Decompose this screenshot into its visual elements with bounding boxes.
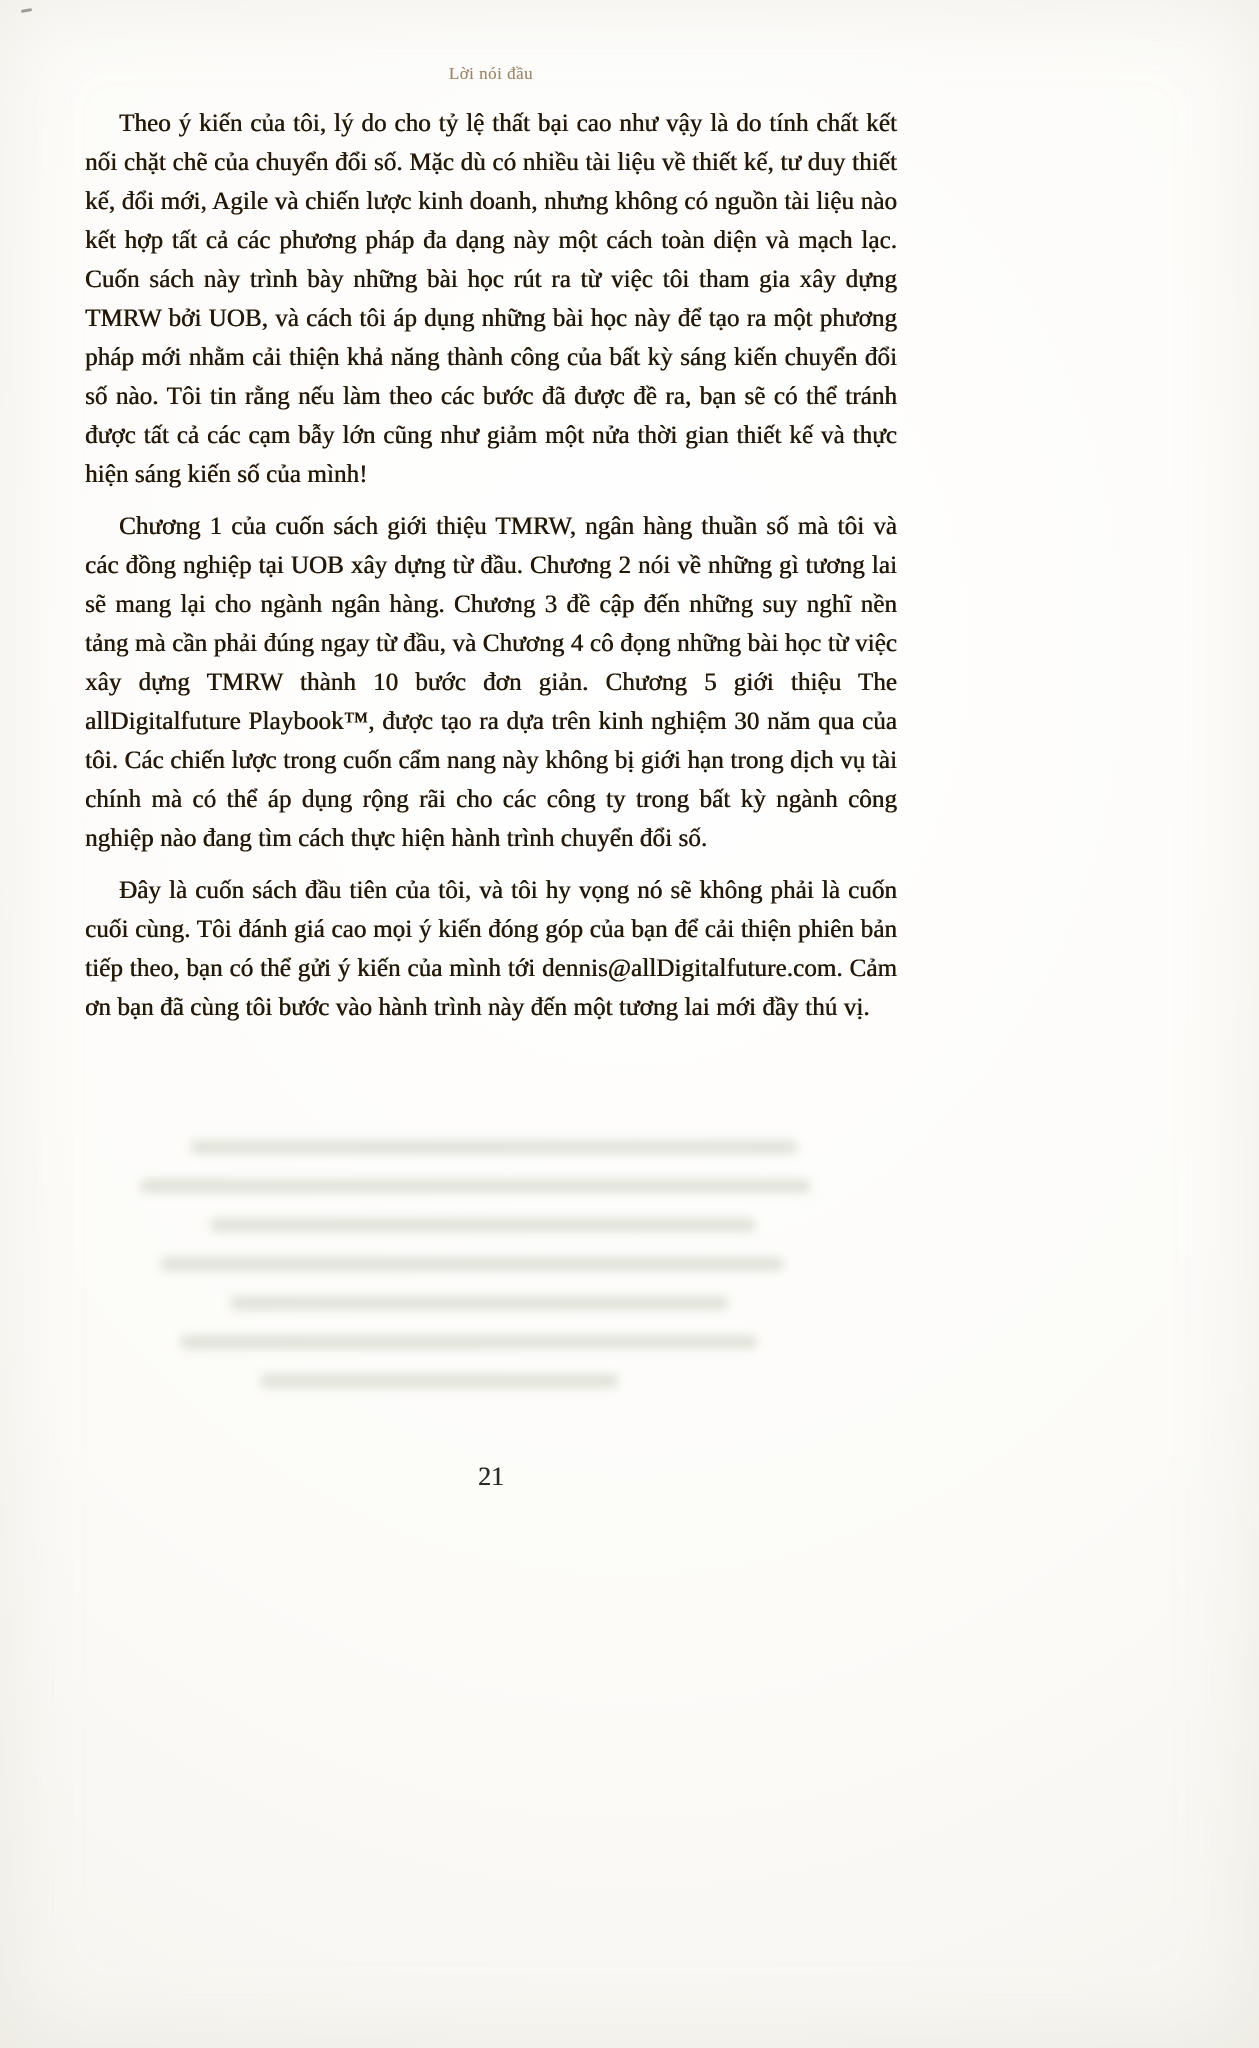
ghost-text-line — [260, 1374, 619, 1388]
reverse-side-show-through — [100, 1140, 880, 1413]
ghost-text-line — [230, 1296, 729, 1310]
paragraph-3: Đây là cuốn sách đầu tiên của tôi, và tôi hy vọng nó sẽ không phải là cuốn cuối cùng. Tôi đánh giá cao mọi ý kiến đóng góp của bạn để cải thiện phiên bản tiếp theo, bạn có thể gửi ý kiến của mình tới dennis@allDigitalfuture.com. Cảm ơn bạn đã cùng tôi bước vào hành trình này đến một tương lai mới đầy thú vị. — [85, 877, 897, 1021]
body-text — [85, 104, 897, 1040]
stray-scan-mark — [21, 8, 32, 13]
ghost-text-line — [210, 1218, 756, 1232]
ghost-text-line — [180, 1335, 757, 1349]
paragraph-2: Chương 1 của cuốn sách giới thiệu TMRW, ngân hàng thuần số mà tôi và các đồng nghiệp tại UOB xây dựng từ đầu. Chương 2 nói về những gì tương lai sẽ mang lại cho ngành ngân hàng. Chương 3 đề cập đến những suy nghĩ nền tảng mà cần phải đúng ngay từ đầu, và Chương 4 cô đọng những bài học từ việc xây dựng TMRW thành 10 bước đơn giản. Chương 5 giới thiệu The allDigitalfuture Playbook™, được tạo ra dựa trên kinh nghiệm 30 năm qua của tôi. Các chiến lược trong cuốn cẩm nang này không bị giới hạn trong dịch vụ tài chính mà có thể áp dụng rộng rãi cho các công ty trong bất kỳ ngành công nghiệp nào đang tìm cách thực hiện hành trình chuyển đổi số. — [85, 513, 897, 852]
ghost-text-line — [160, 1257, 784, 1271]
ghost-text-line — [190, 1140, 798, 1154]
page-number: 21 — [478, 1462, 504, 1491]
running-header: Lời nói đầu — [448, 64, 534, 83]
ghost-text-line — [140, 1179, 811, 1193]
paragraph-1: Theo ý kiến của tôi, lý do cho tỷ lệ thất bại cao như vậy là do tính chất kết nối chặt chẽ của chuyển đổi số. Mặc dù có nhiều tài liệu về thiết kế, tư duy thiết kế, đổi mới, Agile và chiến lược kinh doanh, nhưng không có nguồn tài liệu nào kết hợp tất cả các phương pháp đa dạng này một cách toàn diện và mạch lạc. Cuốn sách này trình bày những bài học rút ra từ việc tôi tham gia xây dựng TMRW bởi UOB, và cách tôi áp dụng những bài học này để tạo ra một phương pháp mới nhằm cải thiện khả năng thành công của bất kỳ sáng kiến chuyển đổi số nào. Tôi tin rằng nếu làm theo các bước đã được đề ra, bạn sẽ có thể tránh được tất cả các cạm bẫy lớn cũng như giảm một nửa thời gian thiết kế và thực hiện sáng kiến số của mình! — [85, 110, 897, 488]
